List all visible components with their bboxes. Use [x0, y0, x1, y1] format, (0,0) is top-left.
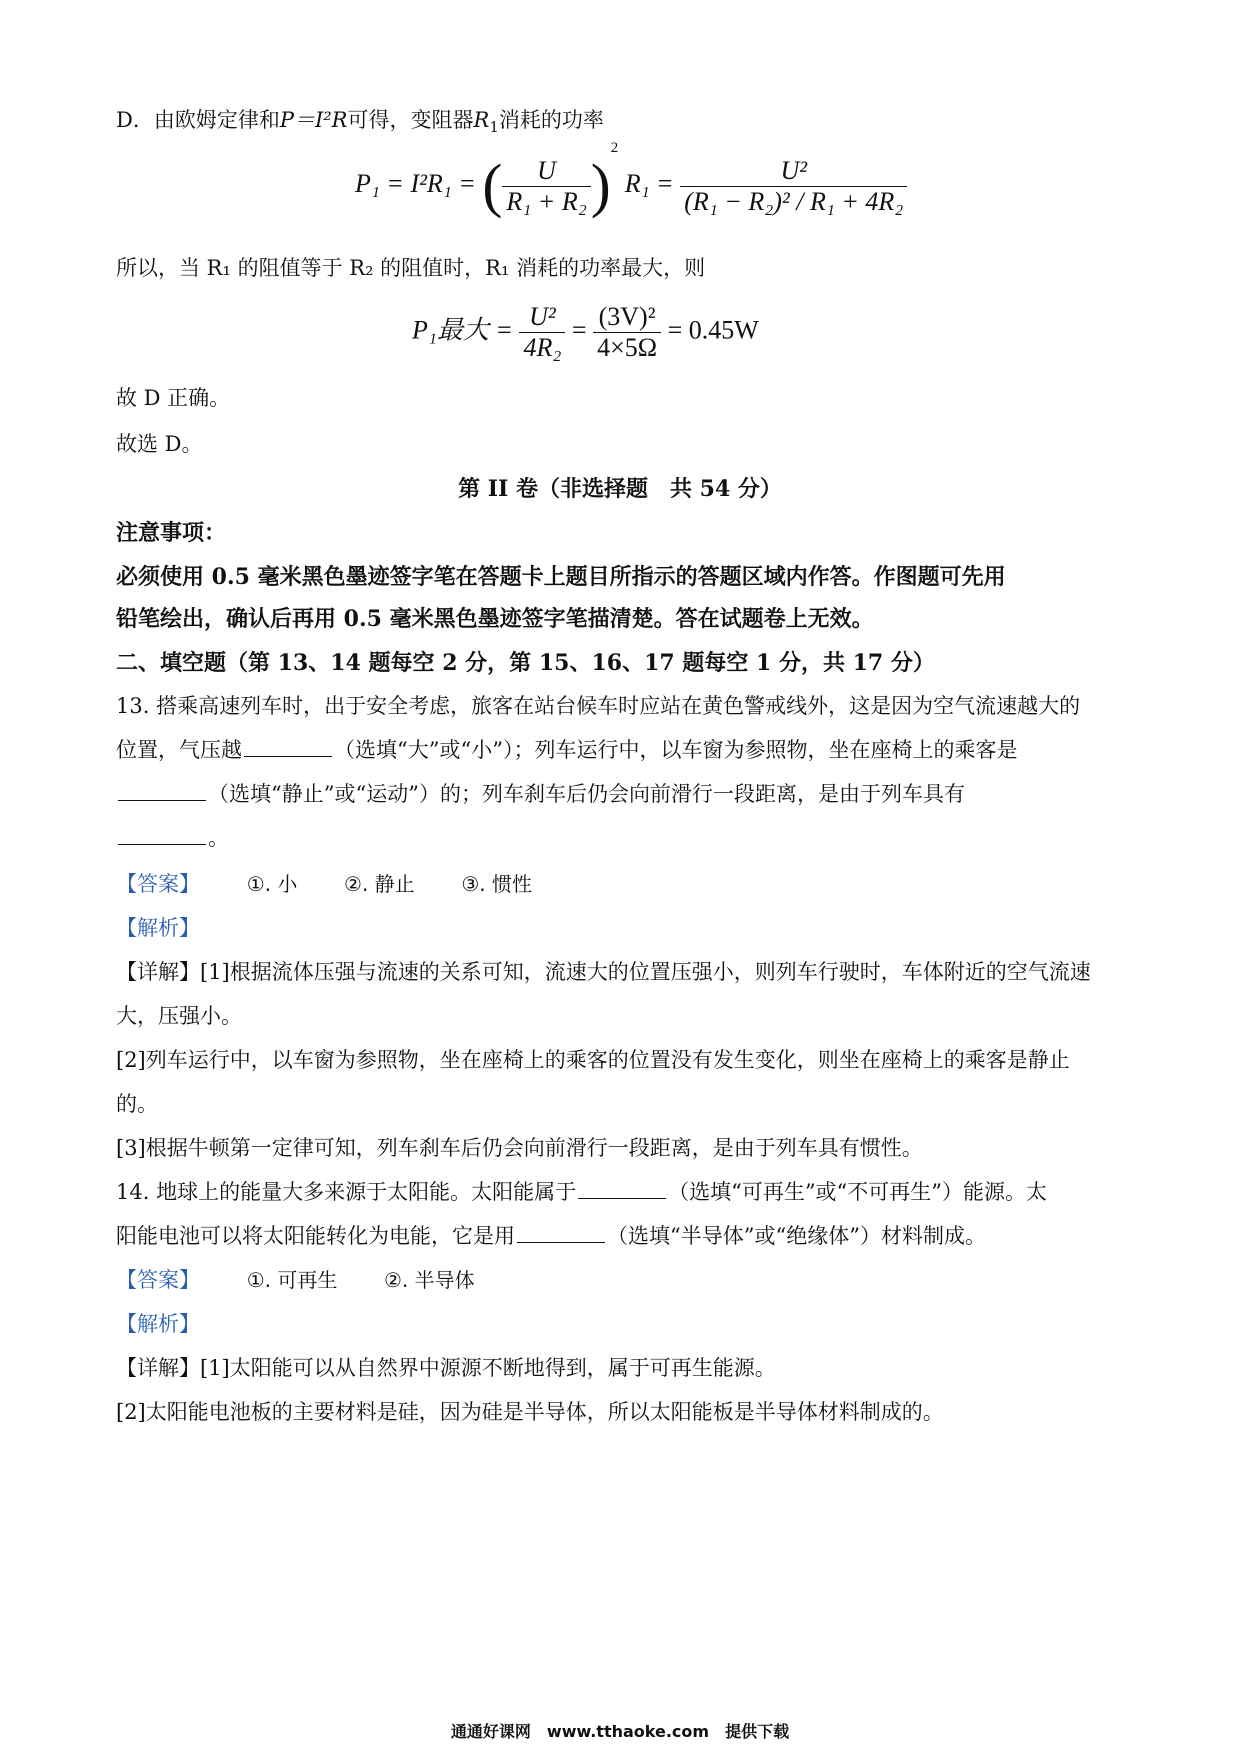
- q13-detail-1b: 大，压强小。: [116, 1004, 242, 1028]
- q13-detail-2a: [2]列车运行中，以车窗为参照物，坐在座椅上的乘客的位置没有发生变化，则坐在座椅上的乘客是静止: [116, 1048, 1070, 1072]
- formula1-den2: (R₁ − R₂)² / R₁ + 4R₂: [684, 186, 904, 216]
- formula2-den1: 4R₂: [523, 333, 562, 362]
- q14-line1a: 14. 地球上的能量大多来源于太阳能。太阳能属于: [116, 1180, 577, 1204]
- q13-detail-1a: 【详解】[1]根据流体压强与流速的关系可知，流速大的位置压强小，则列车行驶时，车体附近的空气流速: [116, 960, 1091, 984]
- q13-detail-2b: 的。: [116, 1092, 158, 1116]
- intro-tail: 消耗的功率: [498, 108, 604, 132]
- formula2-lhs: P₁最大 =: [412, 315, 513, 345]
- q13-line-1: 13. 搭乘高速列车时，出于安全考虑，旅客在站台候车时应站在黄色警戒线外，这是因为空气流速越大的: [116, 694, 1081, 718]
- q13-line2b: （选填“大”或“小”）；列车运行中，以车窗为参照物，坐在座椅上的乘客是: [334, 738, 1018, 762]
- q13-line-2: [116, 738, 1140, 763]
- q13-blank-2[interactable]: [118, 782, 206, 801]
- q13-answer-1: ①. 小: [246, 872, 298, 896]
- q14-line1b: （选填“可再生”或“不可再生”）能源。太: [668, 1180, 1048, 1204]
- so-line: 所以，当 R₁ 的阻值等于 R₂ 的阻值时，R₁ 消耗的功率最大，则: [116, 256, 706, 280]
- formula2-den2: 4×5Ω: [597, 333, 658, 362]
- q14-blank-1[interactable]: [578, 1180, 666, 1199]
- q14-answer-2: ②. 半导体: [384, 1268, 475, 1292]
- notice-line-2: 铅笔绘出，确认后再用 0.5 毫米黑色墨迹签字笔描清楚。答在试题卷上无效。: [116, 606, 874, 632]
- intro-text: D．由欧姆定律和: [116, 108, 280, 132]
- intro-d-line: D．由欧姆定律和P＝I²R可得，变阻器$R_1$消耗的功率: [116, 108, 604, 137]
- formula2-frac2: [593, 302, 661, 363]
- formula2-num2: (3V)²: [593, 302, 661, 333]
- notice-line-1: 必须使用 0.5 毫米黑色墨迹签字笔在答题卡上题目所指示的答题区域内作答。作图题可先用: [116, 564, 1006, 590]
- q13-line3b: （选填“静止”或“运动”）的；列车刹车后仍会向前滑行一段距离，是由于列车具有: [208, 782, 965, 806]
- q13-blank-1[interactable]: [244, 738, 332, 757]
- power-formula-inline: P＝I²R: [279, 108, 348, 132]
- formula1-den: R₁ + R₂: [506, 186, 587, 216]
- q13-answer-3: ③. 惯性: [461, 872, 533, 896]
- q13-line-4: [116, 826, 1140, 851]
- q14-blank-2[interactable]: [517, 1224, 605, 1243]
- q13-line2a: 位置，气压越: [116, 738, 242, 762]
- notice-title: 注意事项：: [116, 520, 227, 546]
- q14-detail-2: [2]太阳能电池板的主要材料是硅，因为硅是半导体，所以太阳能板是半导体材料制成的。: [116, 1400, 944, 1424]
- part2-title: 二、填空题（第 13、14 题每空 2 分，第 15、16、17 题每空 1 分，共 17 分）: [116, 650, 935, 676]
- q13-detail-3: [3]根据牛顿第一定律可知，列车刹车后仍会向前滑行一段距离，是由于列车具有惯性。: [116, 1136, 923, 1160]
- formula1-num2: U²: [680, 156, 907, 187]
- formula1-fraction2: [680, 156, 907, 217]
- formula2-result: = 0.45W: [667, 315, 759, 345]
- formula2-num1: U²: [519, 302, 565, 333]
- q14-line-1: [116, 1180, 1140, 1205]
- d-correct: 故 D 正确。: [116, 386, 231, 410]
- q13-answer-row: [116, 872, 1140, 897]
- formula1-num: U: [502, 156, 590, 187]
- q14-line2a: 阳能电池可以将太阳能转化为电能，它是用: [116, 1224, 515, 1248]
- formula2-frac1: [519, 302, 565, 363]
- q14-analysis-label: 【解析】: [116, 1312, 200, 1336]
- q14-detail-1: 【详解】[1]太阳能可以从自然界中源源不断地得到，属于可再生能源。: [116, 1356, 776, 1380]
- q14-answer-1: ①. 可再生: [246, 1268, 338, 1292]
- q13-answer-label: 【答案】: [116, 872, 200, 896]
- q13-analysis-label: 【解析】: [116, 916, 200, 940]
- intro-rest: 可得，变阻器: [347, 108, 474, 132]
- section-title: 第 II 卷（非选择题 共 54 分）: [458, 476, 782, 502]
- r1-symbol: R: [473, 108, 490, 132]
- q13-blank-3[interactable]: [118, 826, 206, 845]
- formula1-mid: R₁ =: [624, 169, 674, 198]
- q13-answer-2: ②. 静止: [344, 872, 415, 896]
- q14-answer-row: [116, 1268, 1140, 1293]
- formula1-lhs: P₁ = I²R₁ =: [355, 169, 476, 198]
- q13-line4b: 。: [208, 826, 229, 850]
- q14-answer-label: 【答案】: [116, 1268, 200, 1292]
- q13-line-3: [116, 782, 1140, 807]
- formula-p1: P₁ = I²R₁ = ( $\frac{U}{\text{R₁ + R₂}}$ )$^2$ R₁ = $\frac{\text{U²}}{\text{(R₁ − R₂)² / R₁ + 4R₂}}$: [355, 140, 907, 221]
- choose-d: 故选 D。: [116, 432, 203, 456]
- footer-source: 通通好课网 www.tthaoke.com 提供下载: [450, 1722, 790, 1741]
- formula-p1max: P₁最大 = $\frac{\text{U²}}{\text{4R₂}}$ = $\frac{\text{(3V)²}}{4\times 5\Omega}$ = 0.45W: [412, 302, 759, 362]
- q14-line2b: （选填“半导体”或“绝缘体”）材料制成。: [607, 1224, 986, 1248]
- q14-line-2: [116, 1224, 1140, 1249]
- formula1-fraction: [502, 156, 590, 217]
